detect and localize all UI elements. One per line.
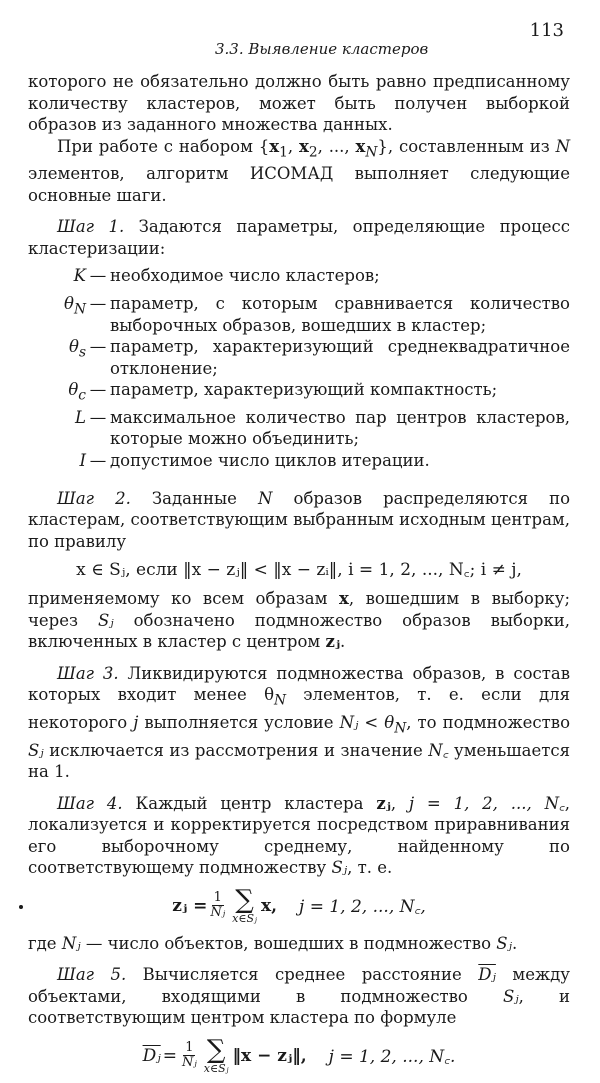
assignment-rule-equation: x ∈ Sⱼ, если ‖x − zⱼ‖ < ‖x − zᵢ‖, i = 1, 2, ..., N꜀; i ≠ j, bbox=[76, 560, 522, 581]
cluster-center-equation: zⱼ = $\frac{1}{\text{Nⱼ}}$ ∑ x∈Sⱼ x, j = 1, 2, ..., N꜀, bbox=[172, 884, 426, 925]
parameter-item: L — максимальное количество пар центров кластеров, которые можно объединить; bbox=[75, 407, 570, 449]
step-4-label: Шаг 4. bbox=[57, 793, 123, 813]
step-4-where-note: где Nⱼ — число объектов, вошедших в подмножество Sⱼ. bbox=[28, 933, 518, 953]
step-1-paragraph: Шаг 1. Задаются параметры, определяющие процесс кластеризации: bbox=[28, 217, 570, 258]
paragraph-isodata-intro: При работе с набором {$x_1$, $x_2$, ..., $x_N$}, составленным из N элементов, алгоритм ИСОМАД выполняет следующие основные шаги. bbox=[28, 136, 571, 205]
fraction: $\frac{1}{\text{Nⱼ}}$ bbox=[210, 890, 226, 921]
parameter-item: $\theta_c$ — параметр, характеризующий компактность; bbox=[68, 380, 498, 404]
step-3-paragraph: Шаг 3. Ликвидируются подмножества образов, в состав которых входит менее $\theta_N$ элементов, т. е. если для некоторого j выполняется условие Nⱼ < $\theta_N$, то подмножество Sⱼ исключается из рассмотрения и значение N꜀ уменьшается на 1. bbox=[28, 663, 571, 782]
fraction: $\frac{1}{\text{Nⱼ}}$ bbox=[181, 1040, 197, 1071]
parameter-item: $\theta_N$ — параметр, с которым сравнивается количество выборочных образов, вошедших в кластер; bbox=[64, 294, 570, 335]
step-5-paragraph: Шаг 5. Вычисляется среднее расстояние $\overline{Dⱼ}$ между объектами, входящими в подмножество Sⱼ, и соответствующим центром кластера по формуле bbox=[28, 965, 571, 1028]
page-number: 113 bbox=[529, 20, 564, 41]
parameter-item: K — необходимое число кластеров; bbox=[73, 266, 380, 286]
parameter-list bbox=[62, 265, 570, 477]
page-body bbox=[28, 71, 570, 1083]
running-header: 3.3. Выявление кластеров bbox=[215, 40, 429, 58]
step-4-paragraph: Шаг 4. Каждый центр кластера zⱼ, j = 1, 2, ..., N꜀, локализуется и корректируется посредством приравнивания его выборочному среднему, найденному по соответствующему подмножеству Sⱼ, т. е. bbox=[28, 793, 570, 878]
step-3-label: Шаг 3. bbox=[57, 663, 119, 683]
paragraph-continuation: которого не обязательно должно быть равно предписанному количеству кластеров, может быть получен выборкой образов из заданного множества данных. bbox=[28, 72, 570, 134]
summation-operator: ∑ x∈Sⱼ bbox=[232, 884, 257, 925]
step-1-label: Шаг 1. bbox=[57, 217, 125, 237]
mean-distance-equation: $\overline{Dⱼ}$ = $\frac{1}{\text{Nⱼ}}$ ∑ x∈Sⱼ ‖x − zⱼ‖, j = 1, 2, ..., N꜀. bbox=[142, 1034, 456, 1075]
step-5-label: Шаг 5. bbox=[57, 965, 127, 985]
step-2-continuation: применяемому ко всем образам x, вошедшим в выборку; через Sⱼ обозначено подмножество образов выборки, включенных в кластер с центром zⱼ. bbox=[28, 589, 570, 652]
parameter-item: I — допустимое число циклов итерации. bbox=[79, 450, 430, 470]
summation-operator: ∑ x∈Sⱼ bbox=[203, 1034, 229, 1075]
margin-dot bbox=[19, 905, 23, 909]
step-2-label: Шаг 2. bbox=[57, 488, 131, 508]
parameter-item: $\theta_s$ — параметр, характеризующий среднеквадратичное отклонение; bbox=[69, 337, 570, 378]
step-2-paragraph: Шаг 2. Заданные N образов распределяются по кластерам, соответствующим выбранным исходным центрам, по правилу bbox=[28, 488, 571, 551]
